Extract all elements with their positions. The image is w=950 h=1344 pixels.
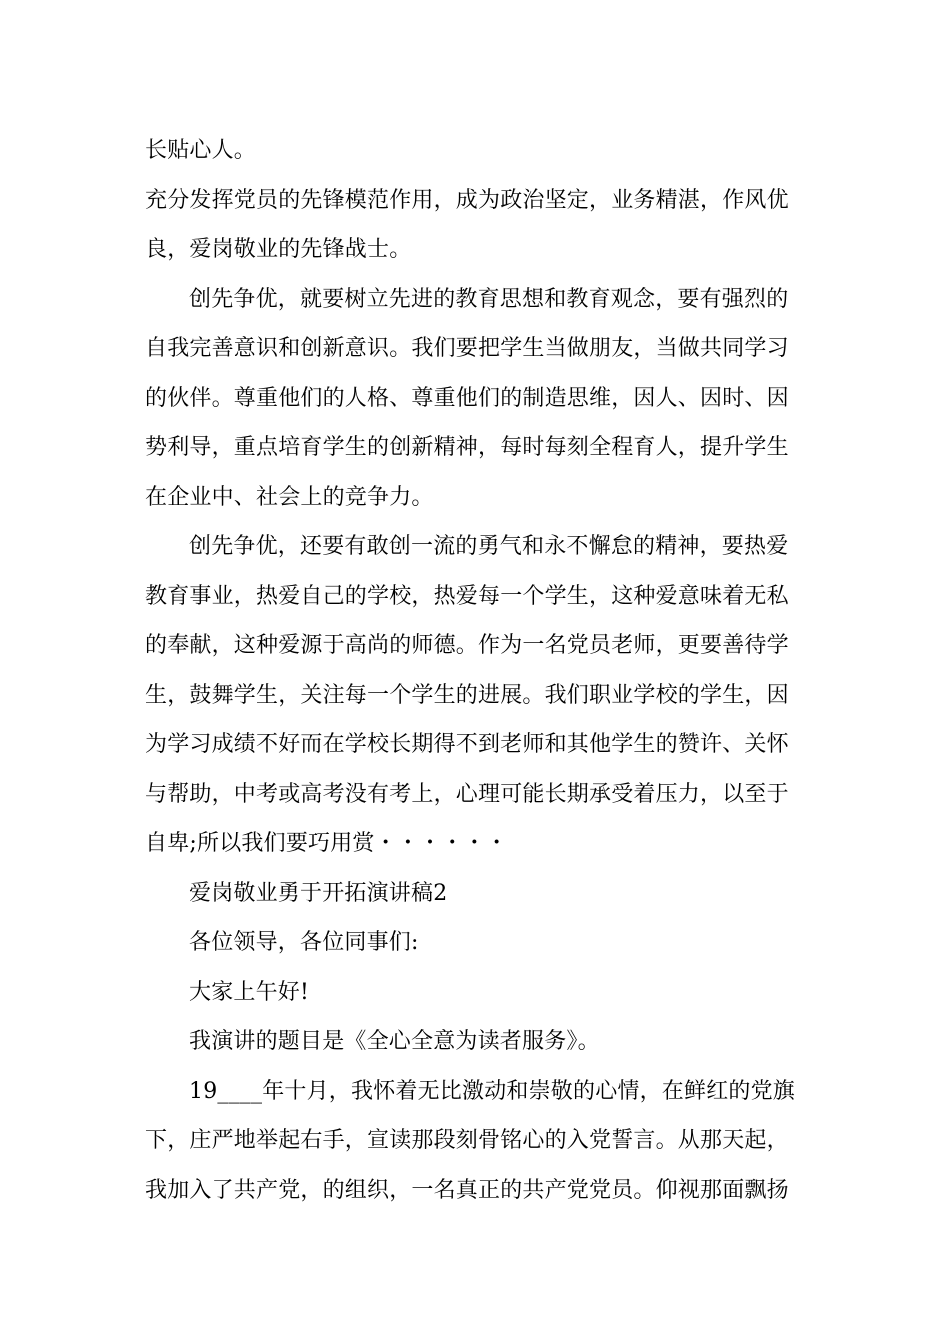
paragraph-start-line: 创先争优，还要有敢创一流的勇气和永不懈怠的精神，要热爱 (189, 534, 789, 559)
text-line: 自我完善意识和创新意识。我们要把学生当做朋友，当做共同学习 (145, 336, 789, 361)
document-body (145, 126, 810, 1215)
paragraph-start-line: 创先争优，就要树立先进的教育思想和教育观念，要有强烈的 (189, 286, 789, 312)
section-title: 爱岗敬业勇于开拓演讲稿2 (189, 880, 448, 906)
text-line: 下，庄严地举起右手，宣读那段刻骨铭心的入党誓言。从那天起， (145, 1128, 789, 1153)
speech-topic-line: 我演讲的题目是《全心全意为读者服务》。 (189, 1029, 600, 1054)
text-line: 的奉献，这种爱源于高尚的师德。作为一名党员老师，更要善待学 (145, 633, 789, 658)
text-line: 教育事业，热爱自己的学校，热爱每一个学生，这种爱意味着无私 (145, 583, 789, 609)
text-line: 良，爱岗敬业的先锋战士。 (145, 237, 412, 262)
text-line: 长贴心人。 (145, 138, 257, 163)
text-line: 势利导，重点培育学生的创新精神，每时每刻全程育人，提升学生 (145, 435, 789, 460)
text-line: 为学习成绩不好而在学校长期得不到老师和其他学生的赞许、关怀 (145, 732, 789, 757)
greeting-line: 大家上午好! (189, 979, 310, 1005)
text-line: 在企业中、社会上的竞争力。 (145, 484, 434, 510)
text-line: 与帮助，中考或高考没有考上，心理可能长期承受着压力，以至于 (145, 781, 789, 807)
paragraph-start-line: 19____年十月，我怀着无比激动和崇敬的心情，在鲜红的党旗 (189, 1078, 795, 1104)
text-line: 自卑;所以我们要巧用赏・・・・・・ (145, 831, 508, 856)
text-line: 我加入了共产党，的组织，一名真正的共产党党员。仰视那面飘扬 (145, 1177, 789, 1203)
text-line: 充分发挥党员的先锋模范作用，成为政治坚定，业务精湛，作风优 (145, 187, 789, 213)
text-line: 的伙伴。尊重他们的人格、尊重他们的制造思维，因人、因时、因 (145, 385, 789, 411)
salutation-line: 各位领导，各位同事们: (189, 930, 419, 955)
text-line: 生，鼓舞学生，关注每一个学生的进展。我们职业学校的学生，因 (145, 682, 789, 708)
